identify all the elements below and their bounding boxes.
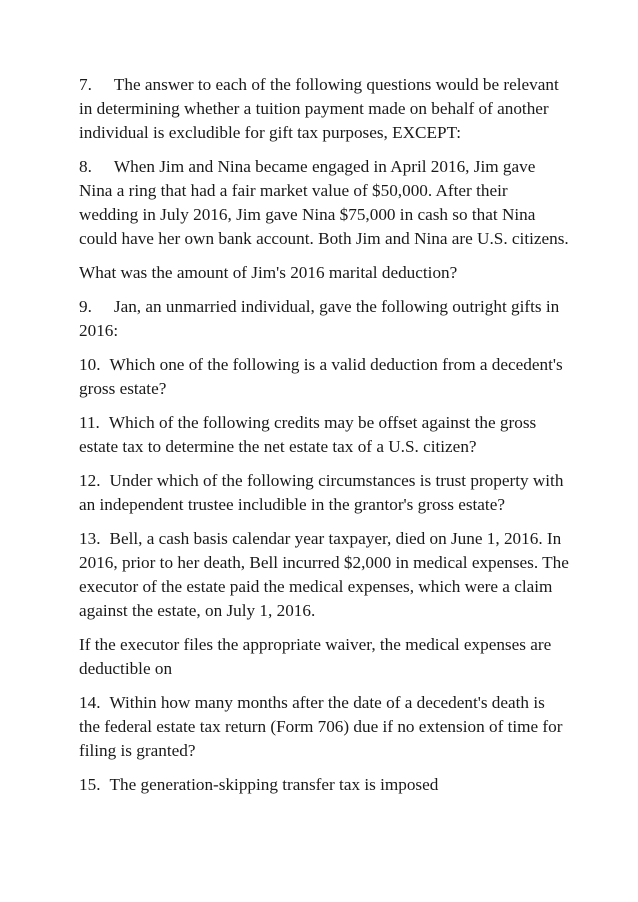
question-paragraph bbox=[79, 73, 569, 145]
question-paragraph bbox=[79, 691, 569, 763]
question-text: Within how many months after the date of a decedent's death is the federal estate tax return (Form 706) due if no extension of time for filing is granted? bbox=[79, 693, 563, 760]
question-paragraph bbox=[79, 155, 569, 251]
question-text: Bell, a cash basis calendar year taxpayer, died on June 1, 2016. In 2016, prior to her death, Bell incurred $2,000 in medical expenses. The executor of the estate paid the medical expenses, which were a claim against the estate, on July 1, 2016. bbox=[79, 529, 569, 620]
question-text: Which one of the following is a valid deduction from a decedent's gross estate? bbox=[79, 355, 563, 398]
question-number: 8. bbox=[79, 157, 92, 176]
question-text: When Jim and Nina became engaged in April 2016, Jim gave Nina a ring that had a fair market value of $50,000. After their wedding in July 2016, Jim gave Nina $75,000 in cash so that Nina could have her own bank account. Both Jim and Nina are U.S. citizens. bbox=[79, 157, 569, 248]
question-number: 10. bbox=[79, 355, 101, 374]
question-text: If the executor files the appropriate waiver, the medical expenses are deductible on bbox=[79, 635, 552, 678]
question-paragraph bbox=[79, 773, 569, 797]
question-text: Under which of the following circumstances is trust property with an independent trustee includible in the grantor's gross estate? bbox=[79, 471, 564, 514]
question-number: 15. bbox=[79, 775, 101, 794]
question-number: 11. bbox=[79, 413, 100, 432]
question-paragraph bbox=[79, 261, 569, 285]
question-text: Jan, an unmarried individual, gave the following outright gifts in 2016: bbox=[79, 297, 560, 340]
question-number: 13. bbox=[79, 529, 101, 548]
question-paragraph bbox=[79, 411, 569, 459]
question-number: 7. bbox=[79, 75, 92, 94]
question-paragraph bbox=[79, 469, 569, 517]
question-text: The answer to each of the following questions would be relevant in determining whether a tuition payment made on behalf of another individual is excludible for gift tax purposes, EXCEPT: bbox=[79, 75, 559, 142]
question-number: 14. bbox=[79, 693, 101, 712]
question-paragraph bbox=[79, 295, 569, 343]
question-number: 9. bbox=[79, 297, 92, 316]
question-text: Which of the following credits may be offset against the gross estate tax to determine the net estate tax of a U.S. citizen? bbox=[79, 413, 537, 456]
question-paragraph bbox=[79, 633, 569, 681]
question-paragraph bbox=[79, 353, 569, 401]
question-text: The generation-skipping transfer tax is imposed bbox=[109, 775, 439, 794]
document-page bbox=[79, 73, 569, 807]
question-text: What was the amount of Jim's 2016 marital deduction? bbox=[79, 263, 458, 282]
question-paragraph bbox=[79, 527, 569, 623]
question-number: 12. bbox=[79, 471, 101, 490]
